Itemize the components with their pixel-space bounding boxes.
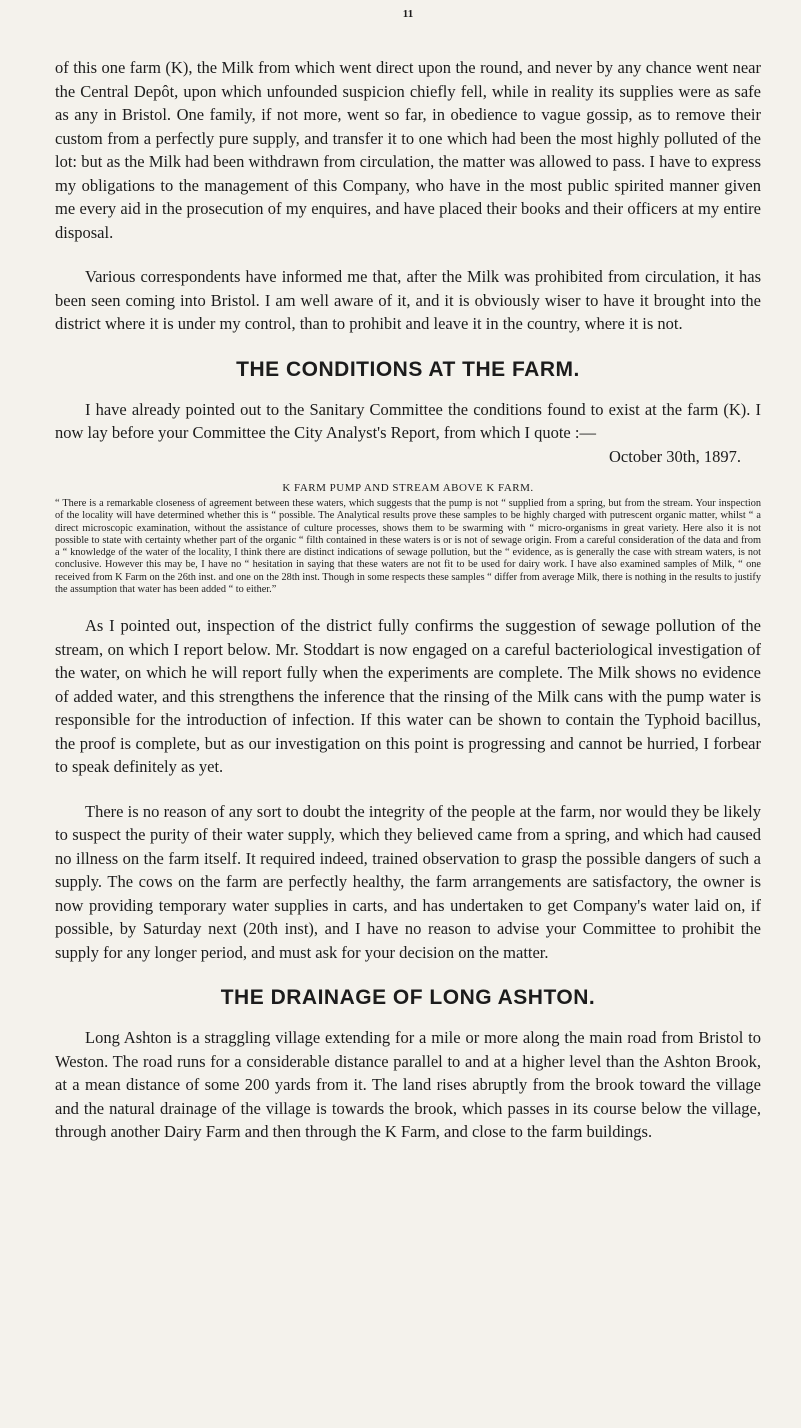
section-heading-drainage: THE DRAINAGE OF LONG ASHTON. — [220, 986, 596, 1010]
page-number: 11 — [402, 8, 414, 20]
body-paragraph: of this one farm (K), the Milk from which went direct upon the round, and never by any chance went near the Central Depôt, upon which unfounded suspicion chiefly fell, while in reality its supplies were as safe as any in Bristol. One family, if not more, went so far, in obedience to vague gossip, as to remove their custom from a perfectly pure supply, and transfer it to one which had been the most highly polluted of the lot: but as the Milk had been withdrawn from circulation, the matter was allowed to pass. I have to express my obligations to the management of this Company, who have in the most public spirited manner given me every aid in the prosecution of my enquires, and have placed their books and their officers at my entire disposal. — [55, 58, 761, 242]
body-paragraph: I have already pointed out to the Sanitary Committee the conditions found to exist at the farm (K). I now lay before your Committee the City Analyst's Report, from which I quote :— — [55, 399, 761, 442]
body-paragraph: As I pointed out, inspection of the district fully confirms the suggestion of sewage pollution of the stream, on which I report below. Mr. Stoddart is now engaged on a careful bacteriological investigation of the water, on which he will report fully when the experiments are complete. The Milk shows no evidence of added water, and this strengthens the inference that the rinsing of the Milk cans with the pump water is responsible for the introduction of infection. If this water can be shown to contain the Typhoid bacillus, the proof is complete, but as our investigation on this point is progressing and cannot be hurried, I forbear to speak definitely as yet. — [55, 616, 761, 777]
section-heading-conditions: THE CONDITIONS AT THE FARM. — [236, 357, 580, 381]
report-title: K FARM PUMP AND STREAM ABOVE K FARM. — [282, 482, 534, 494]
body-paragraph: Various correspondents have informed me that, after the Milk was prohibited from circulation, it has been seen coming into Bristol. I am well aware of it, and it is obviously wiser to have it brought into the district where it is under my control, than to prohibit and leave it in the country, where it is not. — [55, 267, 761, 333]
report-date: October 30th, 1897. — [609, 446, 741, 466]
analyst-report-quote: “ There is a remarkable closeness of agreement between these waters, which suggests that the pump is not “ supplied from a spring, but from the stream. Your inspection of the locality will have determined whether this is “ possible. The Analytical results prove these samples to be highly charged with putrescent organic matter, whilst “ a direct microscopic examination, without the assistance of culture processes, shows them to be swarming with “ micro-organisms in great variety. Here also it is not possible to state with certainty whether part of the organic “ filth contained in these waters is or is not of sewage origin. From a careful consideration of the data and from a “ knowledge of the water of the locality, I think there are distinct indications of sewage pollution, but the “ evidence, as is generally the case with stream waters, is not conclusive. However this may be, I have no “ hesitation in saying that these waters are not fit to be used for dairy work. I have also examined samples of Milk, “ one received from K Farm on the 26th inst. and one on the 28th inst. Though in some respects these samples “ differ from average Milk, there is nothing in the results to justify the assumption that water has been added “ to either.” — [55, 498, 761, 596]
body-paragraph: Long Ashton is a straggling village extending for a mile or more along the main road from Bristol to Weston. The road runs for a considerable distance parallel to and at a higher level than the Ashton Brook, at a mean distance of some 200 yards from it. The land rises abruptly from the brook toward the village and the natural drainage of the village is towards the brook, which passes in its course below the village, through another Dairy Farm and then through the K Farm, and close to the farm buildings. — [55, 1028, 761, 1142]
body-paragraph: There is no reason of any sort to doubt the integrity of the people at the farm, nor would they be likely to suspect the purity of their water supply, which they believed came from a spring, and which had caused no illness on the farm itself. It required indeed, trained observation to grasp the possible dangers of such a supply. The cows on the farm are perfectly healthy, the farm arrangements are satisfactory, the owner is now providing temporary water supplies in carts, and has undertaken to get Company's water laid on, if possible, by Saturday next (20th inst), and I have no reason to advise your Committee to prohibit the supply for any longer period, and must ask for your decision on the matter. — [55, 801, 761, 962]
